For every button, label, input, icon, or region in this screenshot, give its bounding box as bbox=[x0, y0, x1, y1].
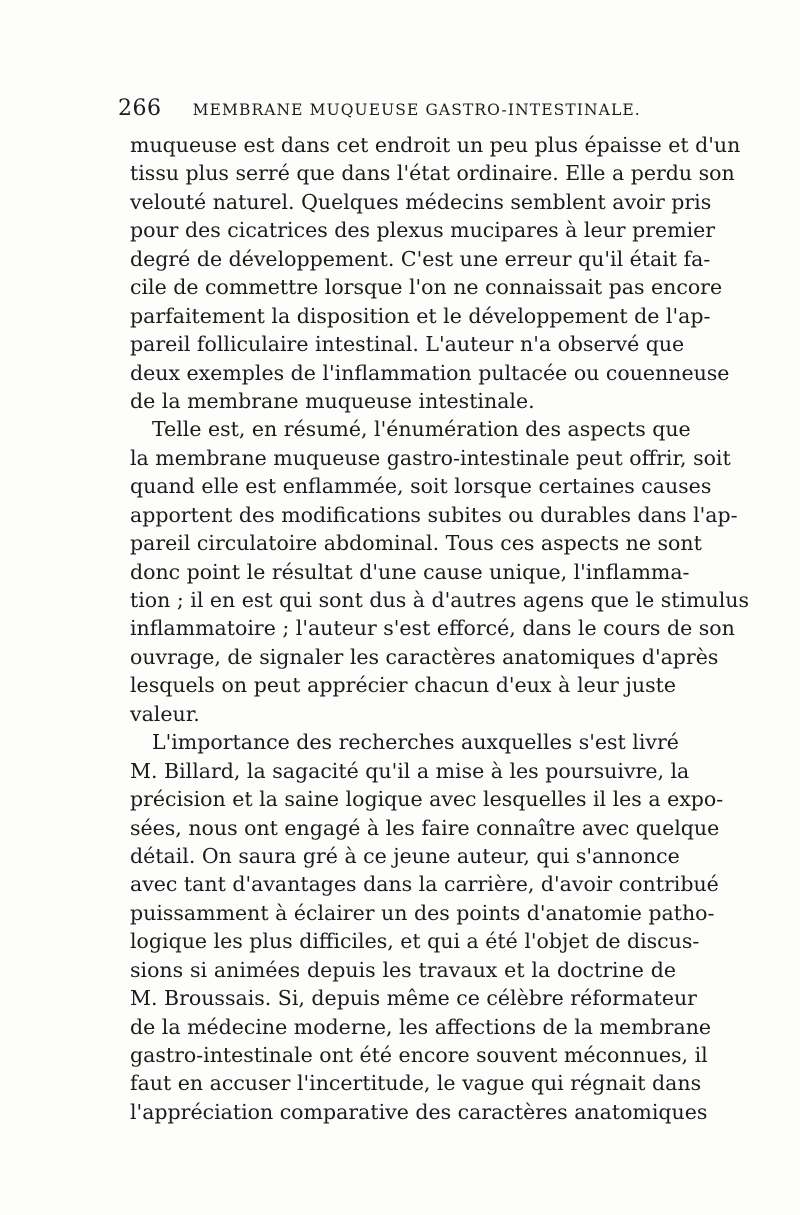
paragraph-start-line: L'importance des recherches auxquelles s'est livré bbox=[152, 730, 679, 755]
text-line: cile de commettre lorsque l'on ne connaissait pas encore bbox=[130, 275, 723, 300]
text-line: gastro-intestinale ont été encore souvent méconnues, il bbox=[130, 1043, 708, 1067]
paragraph-start-line: Telle est, en résumé, l'énumération des aspects que bbox=[152, 417, 691, 442]
text-line: pareil folliculaire intestinal. L'auteur n'a observé que bbox=[130, 332, 685, 357]
body-text bbox=[130, 131, 750, 1126]
text-line: pareil circulatoire abdominal. Tous ces aspects ne sont bbox=[130, 531, 702, 556]
text-line: sées, nous ont engagé à les faire connaître avec quelque bbox=[130, 815, 720, 840]
text-line: logique les plus difficiles, et qui a été l'objet de discus- bbox=[130, 929, 700, 954]
text-line: parfaitement la disposition et le développement de l'ap- bbox=[130, 303, 711, 328]
text-line: tion ; il en est qui sont dus à d'autres agens que le stimulus bbox=[130, 588, 750, 612]
text-line: velouté naturel. Quelques médecins semblent avoir pris bbox=[130, 189, 712, 214]
text-line: la membrane muqueuse gastro-intestinale peut offrir, soit bbox=[130, 445, 731, 470]
text-line: sions si animées depuis les travaux et la doctrine de bbox=[130, 957, 676, 982]
text-line: quand elle est enflammée, soit lorsque certaines causes bbox=[130, 474, 712, 499]
text-line: muqueuse est dans cet endroit un peu plus épaisse et d'un bbox=[130, 133, 741, 157]
text-line: faut en accuser l'incertitude, le vague qui régnait dans bbox=[130, 1071, 702, 1096]
text-line: M. Billard, la sagacité qu'il a mise à les poursuivre, la bbox=[130, 758, 690, 783]
text-line: inflammatoire ; l'auteur s'est efforcé, dans le cours de son bbox=[130, 616, 735, 641]
text-line: ouvrage, de signaler les caractères anatomiques d'après bbox=[130, 644, 719, 669]
text-line: donc point le résultat d'une cause unique, l'inflamma- bbox=[130, 559, 690, 584]
text-line: deux exemples de l'inflammation pultacée ou couenneuse bbox=[130, 360, 730, 385]
text-line: de la membrane muqueuse intestinale. bbox=[130, 388, 535, 413]
text-line: valeur. bbox=[130, 701, 200, 726]
text-line: tissu plus serré que dans l'état ordinaire. Elle a perdu son bbox=[130, 161, 735, 186]
text-line: degré de développement. C'est une erreur qu'il était fa- bbox=[130, 246, 711, 271]
text-line: M. Broussais. Si, depuis même ce célèbre réformateur bbox=[130, 986, 697, 1011]
text-line: de la médecine moderne, les affections de la membrane bbox=[130, 1014, 712, 1039]
text-line: avec tant d'avantages dans la carrière, d'avoir contribué bbox=[130, 872, 719, 897]
page-header bbox=[118, 96, 678, 126]
text-line: pour des cicatrices des plexus mucipares à leur premier bbox=[130, 218, 716, 243]
text-line: détail. On saura gré à ce jeune auteur, qui s'annonce bbox=[130, 843, 680, 868]
text-line: précision et la saine logique avec lesquelles il les a expo- bbox=[130, 787, 724, 812]
text-line: l'appréciation comparative des caractères anatomiques bbox=[130, 1099, 708, 1124]
running-title: MEMBRANE MUQUEUSE GASTRO-INTESTINALE. bbox=[192, 101, 641, 119]
page-number: 266 bbox=[118, 96, 162, 121]
text-line: apportent des modifications subites ou durables dans l'ap- bbox=[130, 502, 738, 527]
text-line: lesquels on peut apprécier chacun d'eux à leur juste bbox=[130, 673, 676, 698]
text-line: puissamment à éclairer un des points d'anatomie patho- bbox=[130, 900, 715, 925]
